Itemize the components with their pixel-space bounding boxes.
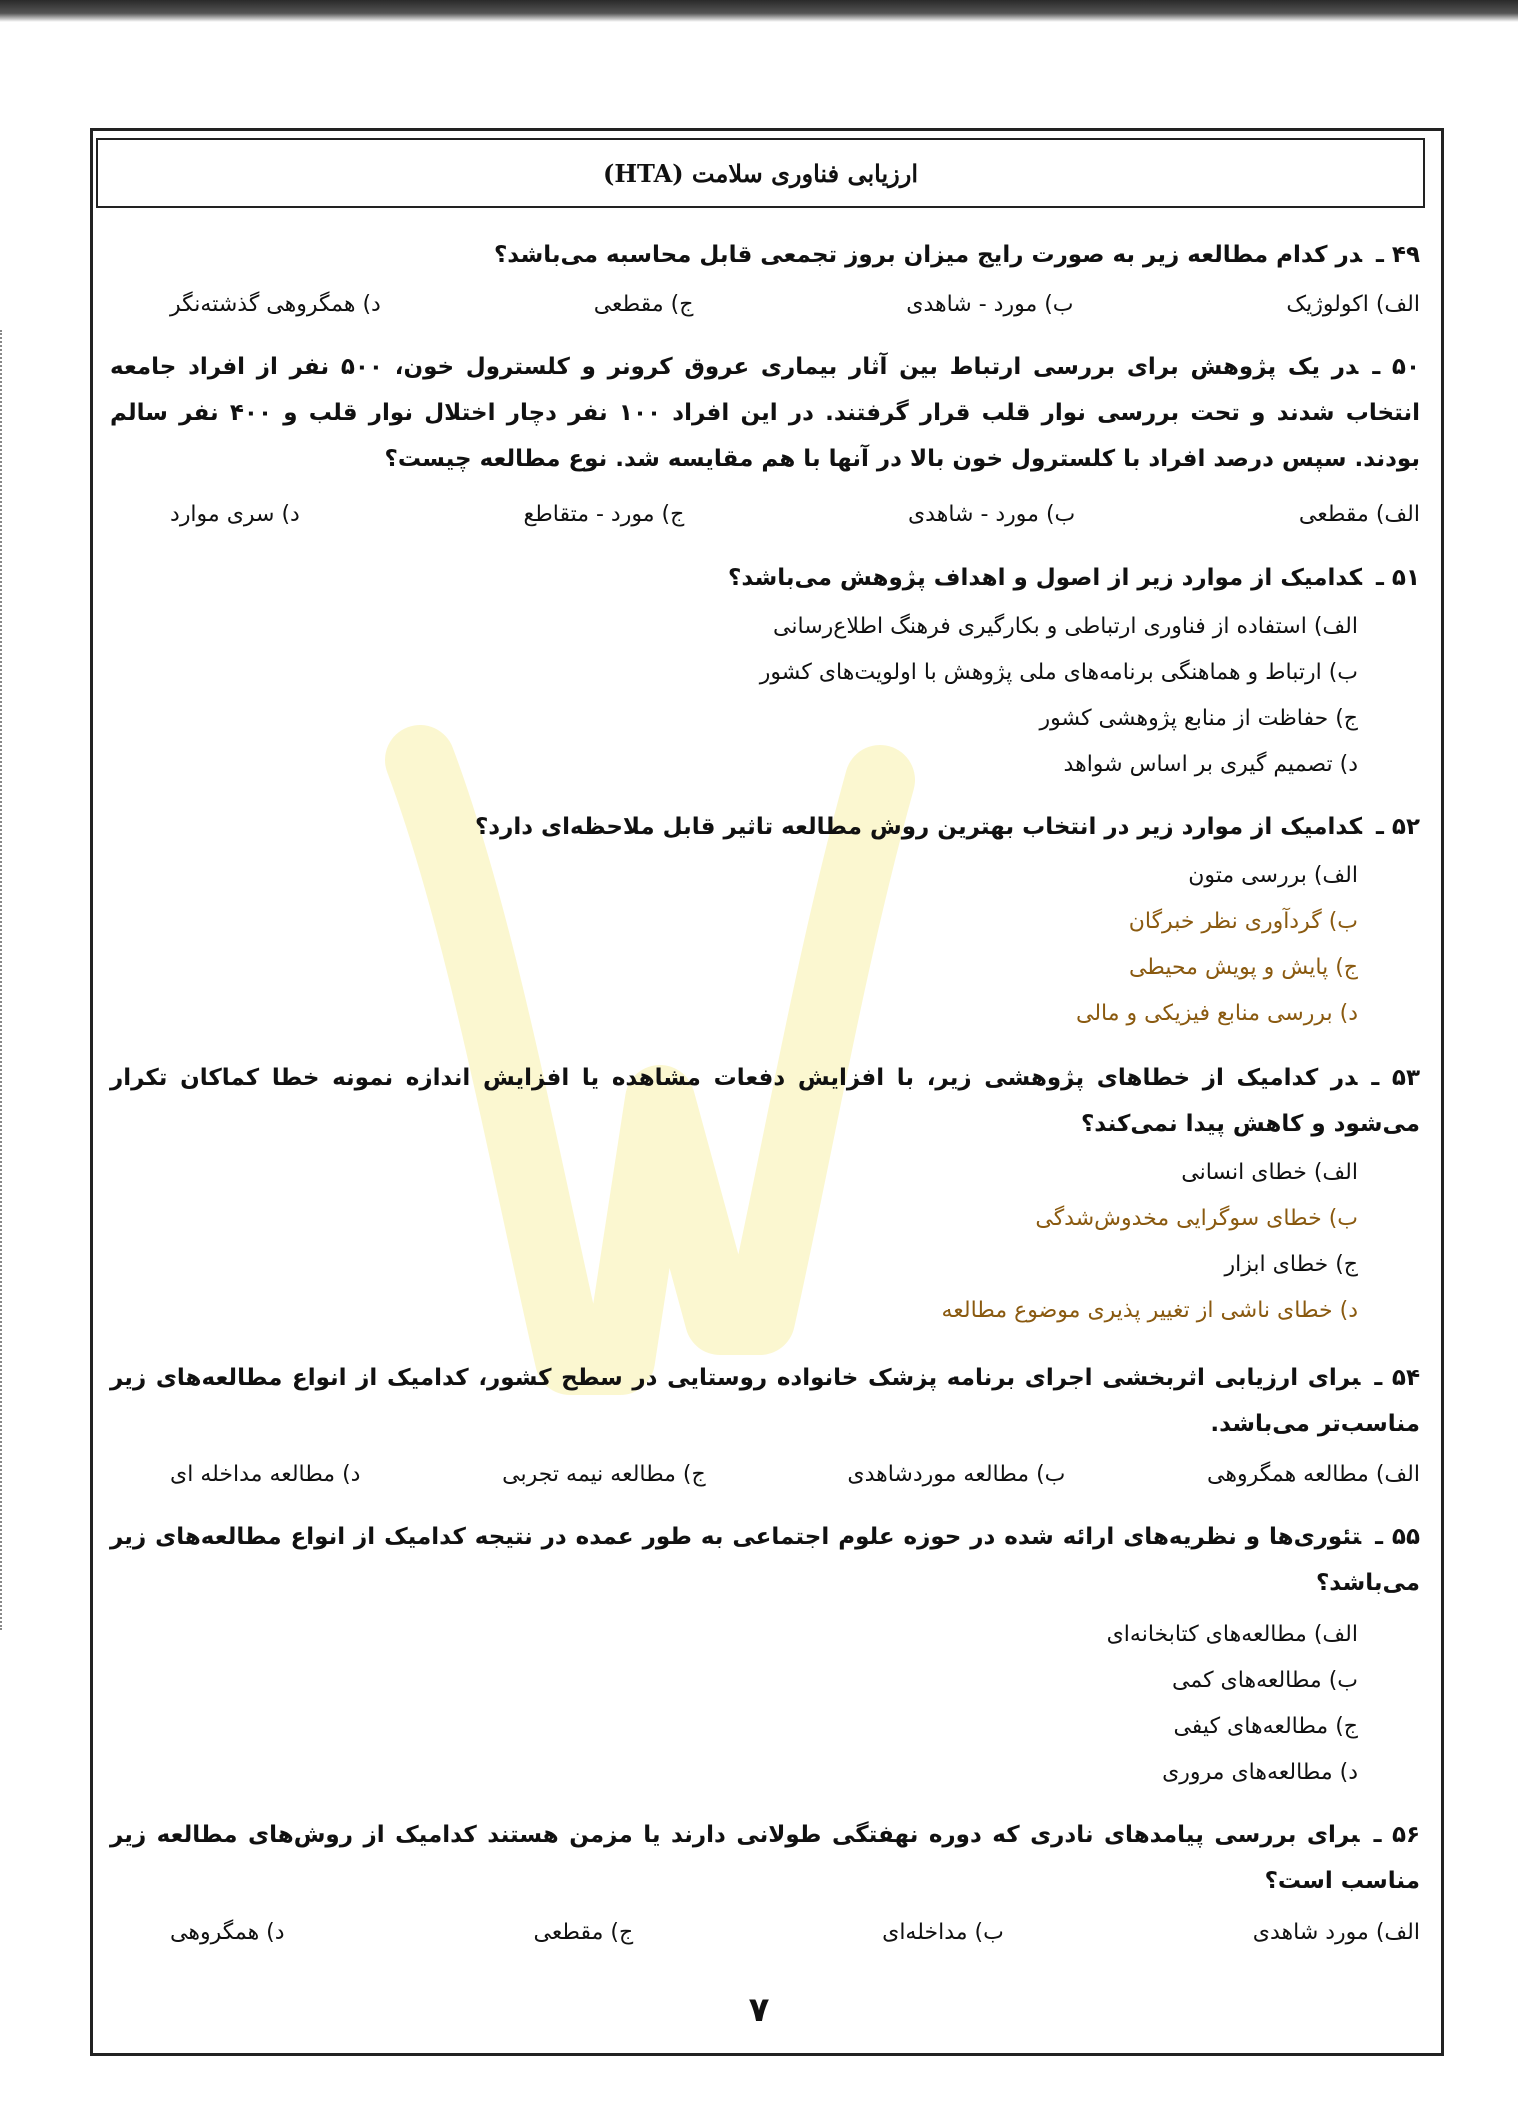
options-50 <box>170 495 1420 535</box>
question-text: برای بررسی پیامدهای نادری که دوره نهفتگی طولانی دارند یا مزمن هستند کدامیک از روش‌های مطالعه زیر مناسب است؟ <box>110 1822 1420 1894</box>
question-text: کدامیک از موارد زیر از اصول و اهداف پژوهش می‌باشد؟ <box>728 565 1363 591</box>
option-b[interactable]: ب) خطای سوگرایی مخدوش‌شدگی <box>1035 1206 1358 1231</box>
question-number: ۵۴ ـ <box>1374 1365 1420 1391</box>
options-56 <box>170 1913 1420 1953</box>
question-text: در کدام مطالعه زیر به صورت رایج میزان بروز تجمعی قابل محاسبه می‌باشد؟ <box>493 242 1363 268</box>
option-a[interactable]: الف) مقطعی <box>1298 502 1420 527</box>
option-a[interactable]: الف) مورد شاهدی <box>1252 1920 1420 1945</box>
options-52 <box>1076 853 1358 1037</box>
option-b[interactable]: ب) ارتباط و هماهنگی برنامه‌های ملی پژوهش با اولویت‌های کشور <box>759 660 1358 685</box>
page-title: ارزیابی فناوری سلامت (HTA) <box>603 158 918 188</box>
options-53 <box>941 1150 1358 1334</box>
option-a[interactable]: الف) اکولوژیک <box>1286 292 1420 317</box>
scan-top-edge <box>0 0 1518 22</box>
option-b[interactable]: ب) مورد - شاهدی <box>906 292 1074 317</box>
question-56 <box>110 1812 1420 1904</box>
option-a[interactable]: الف) بررسی متون <box>1188 863 1358 888</box>
option-d[interactable]: د) سری موارد <box>170 502 300 527</box>
option-d[interactable]: د) تصمیم گیری بر اساس شواهد <box>1063 752 1358 777</box>
question-49 <box>110 232 1420 278</box>
option-d[interactable]: د) بررسی منابع فیزیکی و مالی <box>1075 1001 1358 1026</box>
option-c[interactable]: ج) مقطعی <box>533 1920 634 1945</box>
option-b[interactable]: ب) مطالعه‌های کمی <box>1172 1668 1358 1693</box>
options-51 <box>760 604 1358 788</box>
question-text: برای ارزیابی اثربخشی اجرای برنامه پزشک خانواده روستایی در سطح کشور، کدامیک از انواع مطالعه‌های زیر مناسب‌تر می‌باشد. <box>110 1365 1420 1437</box>
question-text: کدامیک از موارد زیر در انتخاب بهترین روش مطالعه تاثیر قابل ملاحظه‌ای دارد؟ <box>474 814 1363 840</box>
question-number: ۵۶ ـ <box>1373 1822 1421 1848</box>
option-d[interactable]: د) خطای ناشی از تغییر پذیری موضوع مطالعه <box>941 1298 1358 1323</box>
question-53 <box>110 1055 1420 1147</box>
options-54 <box>170 1455 1420 1495</box>
question-54 <box>110 1355 1420 1447</box>
option-d[interactable]: د) همگروهی <box>170 1920 285 1945</box>
option-c[interactable]: ج) مطالعه‌های کیفی <box>1173 1714 1358 1739</box>
options-49 <box>170 285 1420 325</box>
question-text: در یک پژوهش برای بررسی ارتباط بین آثار بیماری عروق کرونر و کلسترول خون، ۵۰۰ نفر از افراد جامعه انتخاب شدند و تحت بررسی نوار قلب قرار گرفتند. در این افراد ۱۰۰ نفر دچار اختلال نوار قلب و ۴۰۰ نفر سالم بودند. سپس درصد افراد با کلسترول خون بالا در آنها با هم مقایسه شد. نوع مطالعه چیست؟ <box>110 354 1420 472</box>
option-d[interactable]: د) همگروهی گذشته‌نگر <box>170 292 381 317</box>
option-b[interactable]: ب) مورد - شاهدی <box>907 502 1076 527</box>
option-c[interactable]: ج) خطای ابزار <box>1224 1252 1358 1277</box>
option-c[interactable]: ج) مقطعی <box>593 292 694 317</box>
option-b[interactable]: ب) گردآوری نظر خبرگان <box>1128 909 1358 934</box>
question-text: تئوری‌ها و نظریه‌های ارائه شده در حوزه علوم اجتماعی به طور عمده در نتیجه کدامیک از انواع مطالعه‌های زیر می‌باشد؟ <box>110 1524 1420 1596</box>
option-c[interactable]: ج) مطالعه نیمه تجربی <box>502 1462 706 1487</box>
question-number: ۵۳ ـ <box>1371 1065 1420 1091</box>
scan-left-marks <box>0 330 10 1630</box>
question-51 <box>110 555 1420 601</box>
option-a[interactable]: الف) خطای انسانی <box>1181 1160 1358 1185</box>
options-55 <box>1107 1612 1358 1796</box>
question-number: ۵۵ ـ <box>1375 1524 1420 1550</box>
option-d[interactable]: د) مطالعه مداخله ای <box>170 1462 361 1487</box>
option-a[interactable]: الف) مطالعه‌های کتابخانه‌ای <box>1106 1622 1358 1647</box>
page-number: ۷ <box>748 1990 770 2030</box>
option-c[interactable]: ج) مورد - متقاطع <box>523 502 685 527</box>
question-52 <box>110 804 1420 850</box>
option-a[interactable]: الف) مطالعه همگروهی <box>1207 1462 1420 1487</box>
option-d[interactable]: د) مطالعه‌های مروری <box>1162 1760 1358 1785</box>
question-55 <box>110 1514 1420 1606</box>
question-number: ۵۰ ـ <box>1372 354 1420 380</box>
header-box <box>96 138 1425 208</box>
question-number: ۵۲ ـ <box>1376 814 1420 840</box>
option-c[interactable]: ج) حفاظت از منابع پژوهشی کشور <box>1039 706 1358 731</box>
question-number: ۵۱ ـ <box>1376 565 1420 591</box>
option-b[interactable]: ب) مداخله‌ای <box>882 1920 1004 1945</box>
question-50 <box>110 344 1420 482</box>
option-c[interactable]: ج) پایش و پویش محیطی <box>1128 955 1358 980</box>
option-a[interactable]: الف) استفاده از فناوری ارتباطی و بکارگیری فرهنگ اطلاع‌رسانی <box>773 614 1358 639</box>
question-text: در کدامیک از خطاهای پژوهشی زیر، با افزایش دفعات مشاهده یا افزایش اندازه نمونه خطا کماکان تکرار می‌شود و کاهش پیدا نمی‌کند؟ <box>110 1065 1420 1137</box>
question-number: ۴۹ ـ <box>1376 242 1420 268</box>
option-b[interactable]: ب) مطالعه موردشاهدی <box>847 1462 1066 1487</box>
